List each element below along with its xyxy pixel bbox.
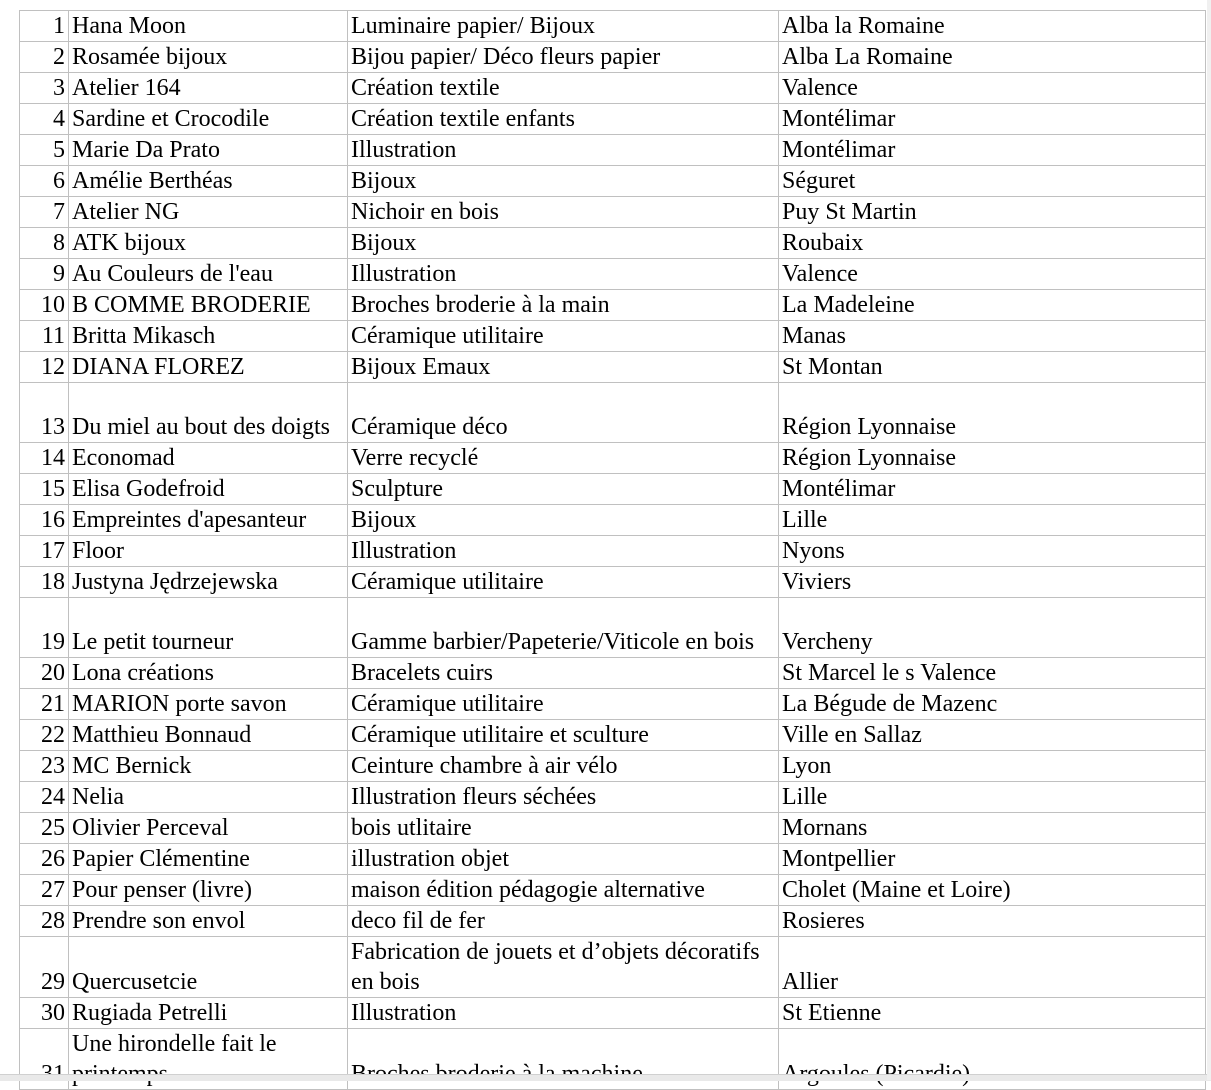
exhibitor-craft[interactable]: Illustration fleurs séchées — [348, 782, 779, 813]
row-number[interactable]: 17 — [20, 536, 69, 567]
row-number[interactable]: 25 — [20, 813, 69, 844]
exhibitor-craft[interactable]: Sculpture — [348, 474, 779, 505]
row-number[interactable]: 9 — [20, 259, 69, 290]
table-row — [20, 906, 1206, 937]
row-number[interactable]: 30 — [20, 998, 69, 1029]
exhibitor-craft[interactable]: Céramique déco — [348, 383, 779, 443]
table-row — [20, 11, 1206, 42]
exhibitor-craft[interactable]: Luminaire papier/ Bijoux — [348, 11, 779, 42]
exhibitor-name[interactable]: Marie Da Prato — [69, 135, 348, 166]
table-row — [20, 104, 1206, 135]
exhibitor-craft[interactable]: Céramique utilitaire — [348, 567, 779, 598]
row-number[interactable]: 1 — [20, 11, 69, 42]
row-number[interactable]: 14 — [20, 443, 69, 474]
exhibitor-craft[interactable]: Bijoux — [348, 228, 779, 259]
row-number[interactable]: 6 — [20, 166, 69, 197]
row-number[interactable]: 21 — [20, 689, 69, 720]
exhibitor-craft[interactable]: Bracelets cuirs — [348, 658, 779, 689]
row-number[interactable]: 29 — [20, 937, 69, 998]
exhibitor-craft[interactable]: Création textile — [348, 73, 779, 104]
table-row — [20, 998, 1206, 1029]
exhibitor-craft[interactable]: Gamme barbier/Papeterie/Viticole en bois — [348, 598, 779, 658]
table-row — [20, 505, 1206, 536]
exhibitor-name[interactable]: MC Bernick — [69, 751, 348, 782]
table-row — [20, 782, 1206, 813]
exhibitor-craft[interactable]: Illustration — [348, 998, 779, 1029]
exhibitor-craft[interactable]: Broches broderie à la main — [348, 290, 779, 321]
exhibitor-name[interactable]: Empreintes d'apesanteur — [69, 505, 348, 536]
exhibitor-craft[interactable]: Céramique utilitaire et sculture — [348, 720, 779, 751]
exhibitor-city[interactable]: Alba La Romaine — [779, 42, 1206, 73]
row-number[interactable]: 13 — [20, 383, 69, 443]
exhibitor-city[interactable]: Rosieres — [779, 906, 1206, 937]
row-number[interactable]: 2 — [20, 42, 69, 73]
exhibitor-craft[interactable]: Création textile enfants — [348, 104, 779, 135]
exhibitor-city[interactable]: Région Lyonnaise — [779, 383, 1206, 443]
exhibitor-craft[interactable]: bois utlitaire — [348, 813, 779, 844]
exhibitor-name[interactable]: Nelia — [69, 782, 348, 813]
exhibitor-name[interactable]: Britta Mikasch — [69, 321, 348, 352]
exhibitor-table — [19, 10, 1206, 1090]
exhibitor-name[interactable]: B COMME BRODERIE — [69, 290, 348, 321]
table-row — [20, 875, 1206, 906]
row-number[interactable]: 12 — [20, 352, 69, 383]
row-number[interactable]: 26 — [20, 844, 69, 875]
row-number[interactable]: 22 — [20, 720, 69, 751]
row-number[interactable]: 23 — [20, 751, 69, 782]
row-number[interactable]: 16 — [20, 505, 69, 536]
exhibitor-name[interactable]: Du miel au bout des doigts — [69, 383, 348, 443]
row-number[interactable]: 8 — [20, 228, 69, 259]
exhibitor-name[interactable]: MARION porte savon — [69, 689, 348, 720]
exhibitor-name[interactable]: Atelier NG — [69, 197, 348, 228]
exhibitor-name[interactable]: Justyna Jędrzejewska — [69, 567, 348, 598]
exhibitor-craft[interactable]: Nichoir en bois — [348, 197, 779, 228]
exhibitor-city[interactable]: Valence — [779, 73, 1206, 104]
row-number[interactable]: 5 — [20, 135, 69, 166]
row-number[interactable]: 24 — [20, 782, 69, 813]
exhibitor-craft[interactable]: Bijoux Emaux — [348, 352, 779, 383]
exhibitor-city[interactable]: Ville en Sallaz — [779, 720, 1206, 751]
exhibitor-name[interactable]: Atelier 164 — [69, 73, 348, 104]
exhibitor-city[interactable]: La Bégude de Mazenc — [779, 689, 1206, 720]
exhibitor-name[interactable]: Une hirondelle fait le — [69, 1029, 348, 1090]
exhibitor-craft[interactable]: Illustration — [348, 259, 779, 290]
exhibitor-craft[interactable]: Verre recyclé — [348, 443, 779, 474]
table-row — [20, 937, 1206, 998]
exhibitor-city[interactable]: Lyon — [779, 751, 1206, 782]
exhibitor-name[interactable]: Rosamée bijoux — [69, 42, 348, 73]
exhibitor-name[interactable]: Au Couleurs de l'eau — [69, 259, 348, 290]
table-row — [20, 658, 1206, 689]
table-row — [20, 290, 1206, 321]
exhibitor-craft[interactable]: Illustration — [348, 536, 779, 567]
exhibitor-city[interactable]: Région Lyonnaise — [779, 443, 1206, 474]
exhibitor-name[interactable]: Le petit tourneur — [69, 598, 348, 658]
exhibitor-city[interactable]: Vercheny — [779, 598, 1206, 658]
table-row — [20, 689, 1206, 720]
exhibitor-city[interactable]: Viviers — [779, 567, 1206, 598]
exhibitor-city[interactable]: Nyons — [779, 536, 1206, 567]
exhibitor-name[interactable]: Matthieu Bonnaud — [69, 720, 348, 751]
table-row — [20, 567, 1206, 598]
row-number[interactable]: 19 — [20, 598, 69, 658]
exhibitor-craft[interactable]: illustration objet — [348, 844, 779, 875]
table-row — [20, 73, 1206, 104]
exhibitor-table-body — [20, 11, 1206, 1090]
exhibitor-city[interactable]: St Montan — [779, 352, 1206, 383]
exhibitor-city[interactable]: Montpellier — [779, 844, 1206, 875]
exhibitor-city[interactable]: Lille — [779, 505, 1206, 536]
table-row — [20, 166, 1206, 197]
exhibitor-craft[interactable]: Fabrication de jouets et d’objets décoratifs en bois — [348, 937, 779, 998]
exhibitor-name[interactable]: Pour penser (livre) — [69, 875, 348, 906]
exhibitor-name[interactable]: Sardine et Crocodile — [69, 104, 348, 135]
exhibitor-name[interactable]: Elisa Godefroid — [69, 474, 348, 505]
exhibitor-craft[interactable]: deco fil de fer — [348, 906, 779, 937]
row-number[interactable]: 10 — [20, 290, 69, 321]
row-number[interactable]: 27 — [20, 875, 69, 906]
exhibitor-city[interactable]: La Madeleine — [779, 290, 1206, 321]
row-number[interactable]: 28 — [20, 906, 69, 937]
table-row — [20, 321, 1206, 352]
table-row — [20, 536, 1206, 567]
exhibitor-city[interactable]: Séguret — [779, 166, 1206, 197]
exhibitor-name[interactable]: Hana Moon — [69, 11, 348, 42]
row-number[interactable]: 7 — [20, 197, 69, 228]
exhibitor-craft[interactable]: Bijou papier/ Déco fleurs papier — [348, 42, 779, 73]
exhibitor-name[interactable]: Floor — [69, 536, 348, 567]
table-row — [20, 813, 1206, 844]
table-row — [20, 751, 1206, 782]
exhibitor-city[interactable]: Manas — [779, 321, 1206, 352]
exhibitor-name[interactable]: Quercusetcie — [69, 937, 348, 998]
table-row — [20, 383, 1206, 443]
exhibitor-name[interactable]: Amélie Berthéas — [69, 166, 348, 197]
row-number[interactable]: 15 — [20, 474, 69, 505]
exhibitor-city[interactable]: Cholet (Maine et Loire) — [779, 875, 1206, 906]
row-number[interactable]: 4 — [20, 104, 69, 135]
exhibitor-city[interactable]: Puy St Martin — [779, 197, 1206, 228]
table-row — [20, 720, 1206, 751]
table-row — [20, 352, 1206, 383]
table-row — [20, 443, 1206, 474]
exhibitor-craft[interactable]: Illustration — [348, 135, 779, 166]
exhibitor-city[interactable]: Mornans — [779, 813, 1206, 844]
table-row — [20, 197, 1206, 228]
exhibitor-city[interactable]: Montélimar — [779, 104, 1206, 135]
exhibitor-craft[interactable]: Bijoux — [348, 505, 779, 536]
exhibitor-name[interactable]: Papier Clémentine — [69, 844, 348, 875]
table-row — [20, 42, 1206, 73]
page-right-edge — [1207, 0, 1211, 1080]
exhibitor-craft[interactable]: Ceinture chambre à air vélo — [348, 751, 779, 782]
exhibitor-craft[interactable]: Bijoux — [348, 166, 779, 197]
exhibitor-name[interactable]: ATK bijoux — [69, 228, 348, 259]
exhibitor-city[interactable]: Alba la Romaine — [779, 11, 1206, 42]
exhibitor-name[interactable]: Rugiada Petrelli — [69, 998, 348, 1029]
exhibitor-craft[interactable]: Céramique utilitaire — [348, 689, 779, 720]
exhibitor-city[interactable]: St Marcel le s Valence — [779, 658, 1206, 689]
table-row — [20, 228, 1206, 259]
exhibitor-city[interactable]: Roubaix — [779, 228, 1206, 259]
exhibitor-name[interactable]: Economad — [69, 443, 348, 474]
table-row — [20, 135, 1206, 166]
table-row — [20, 259, 1206, 290]
exhibitor-craft[interactable]: maison édition pédagogie alternative — [348, 875, 779, 906]
row-number[interactable]: 3 — [20, 73, 69, 104]
exhibitor-city[interactable]: Valence — [779, 259, 1206, 290]
exhibitor-city[interactable]: Montélimar — [779, 474, 1206, 505]
row-number[interactable]: 11 — [20, 321, 69, 352]
exhibitor-city[interactable]: St Etienne — [779, 998, 1206, 1029]
row-number[interactable]: 20 — [20, 658, 69, 689]
exhibitor-craft[interactable]: Céramique utilitaire — [348, 321, 779, 352]
exhibitor-name[interactable]: Lona créations — [69, 658, 348, 689]
exhibitor-name[interactable]: Prendre son envol — [69, 906, 348, 937]
table-row — [20, 474, 1206, 505]
exhibitor-name[interactable]: Olivier Perceval — [69, 813, 348, 844]
table-row — [20, 598, 1206, 658]
exhibitor-city[interactable]: Montélimar — [779, 135, 1206, 166]
table-row — [20, 844, 1206, 875]
exhibitor-city[interactable]: Allier — [779, 937, 1206, 998]
exhibitor-city[interactable]: Lille — [779, 782, 1206, 813]
row-number[interactable]: 18 — [20, 567, 69, 598]
exhibitor-name[interactable]: DIANA FLOREZ — [69, 352, 348, 383]
